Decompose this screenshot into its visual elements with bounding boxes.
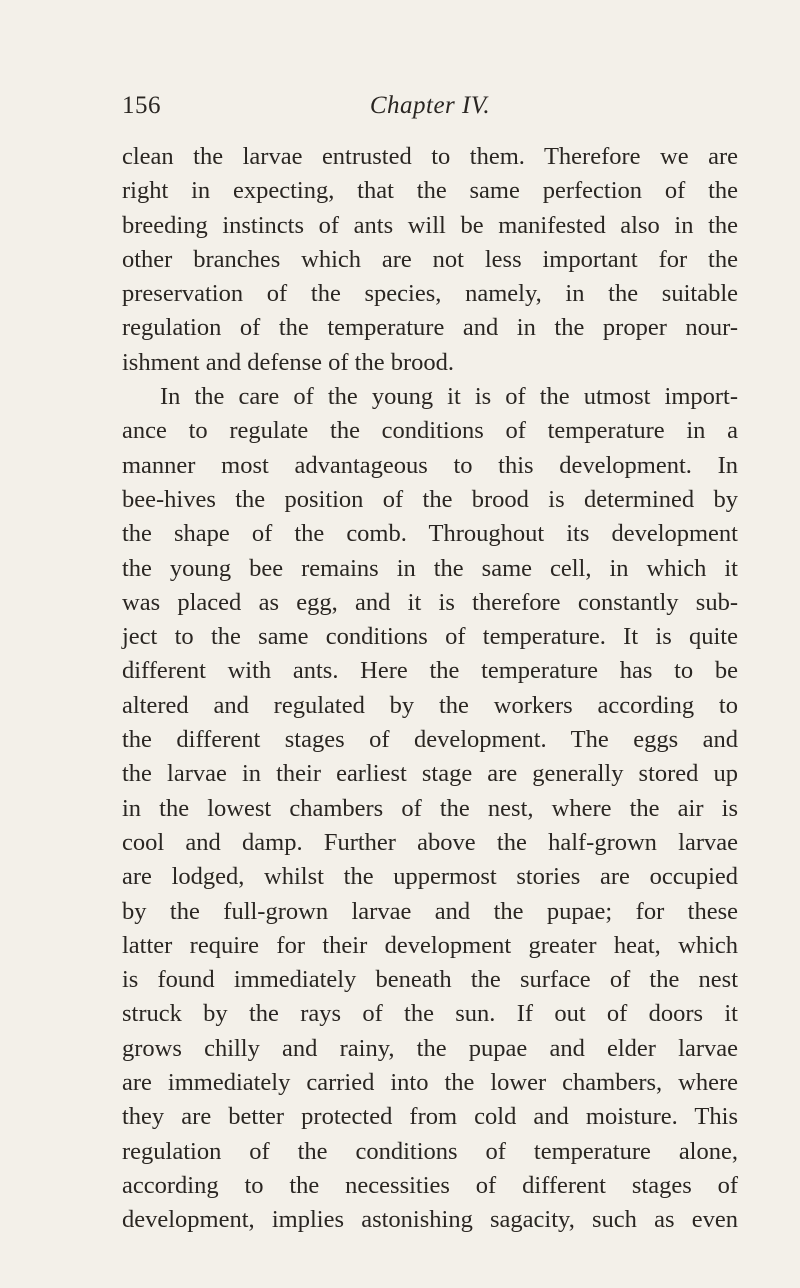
running-head (122, 92, 738, 128)
text-line: the larvae in their earliest stage are generally stored up (122, 760, 738, 788)
text-line: regulation of the conditions of temperature alone, (122, 1137, 738, 1165)
text-line: regulation of the temperature and in the proper nour- (122, 314, 738, 342)
text-line: ance to regulate the conditions of temperature in a (122, 417, 738, 445)
text-line: the young bee remains in the same cell, in which it (122, 554, 738, 582)
text-line-paragraph-end: ishment and defense of the brood. (122, 348, 455, 376)
text-line: is found immediately beneath the surface of the nest (122, 966, 738, 994)
text-line: other branches which are not less important for the (122, 245, 738, 273)
text-line: are immediately carried into the lower chambers, where (122, 1069, 738, 1097)
text-line: altered and regulated by the workers according to (122, 691, 738, 719)
text-line: preservation of the species, namely, in the suitable (122, 280, 738, 308)
text-line: the different stages of development. The eggs and (122, 726, 738, 754)
text-line: was placed as egg, and it is therefore constantly sub- (122, 588, 738, 616)
page-number: 156 (122, 92, 161, 119)
text-line: manner most advantageous to this development. In (122, 451, 738, 479)
text-line: clean the larvae entrusted to them. Therefore we are (122, 143, 738, 170)
text-line: are lodged, whilst the uppermost stories are occupied (122, 863, 738, 891)
text-line: latter require for their development greater heat, which (122, 931, 738, 959)
text-line: grows chilly and rainy, the pupae and elder larvae (122, 1034, 738, 1062)
text-line-paragraph-start: In the care of the young it is of the utmost import- (160, 383, 738, 411)
text-line: breeding instincts of ants will be manifested also in the (122, 211, 738, 239)
text-line: they are better protected from cold and moisture. This (122, 1103, 738, 1131)
text-line: in the lowest chambers of the nest, where the air is (122, 794, 738, 822)
text-line: cool and damp. Further above the half-grown larvae (122, 828, 738, 856)
text-line: by the full-grown larvae and the pupae; for these (122, 897, 738, 925)
text-line: right in expecting, that the same perfection of the (122, 177, 738, 205)
text-line: development, implies astonishing sagacity, such as even (122, 1206, 738, 1234)
chapter-title: Chapter IV. (369, 92, 491, 119)
text-line: ject to the same conditions of temperature. It is quite (122, 623, 738, 651)
text-line: bee-hives the position of the brood is determined by (122, 485, 738, 513)
text-line: according to the necessities of different stages of (122, 1171, 738, 1199)
text-line: different with ants. Here the temperature has to be (122, 657, 738, 685)
text-line: struck by the rays of the sun. If out of doors it (122, 1000, 738, 1028)
text-line: the shape of the comb. Throughout its development (122, 520, 738, 548)
body-text (122, 140, 738, 1238)
